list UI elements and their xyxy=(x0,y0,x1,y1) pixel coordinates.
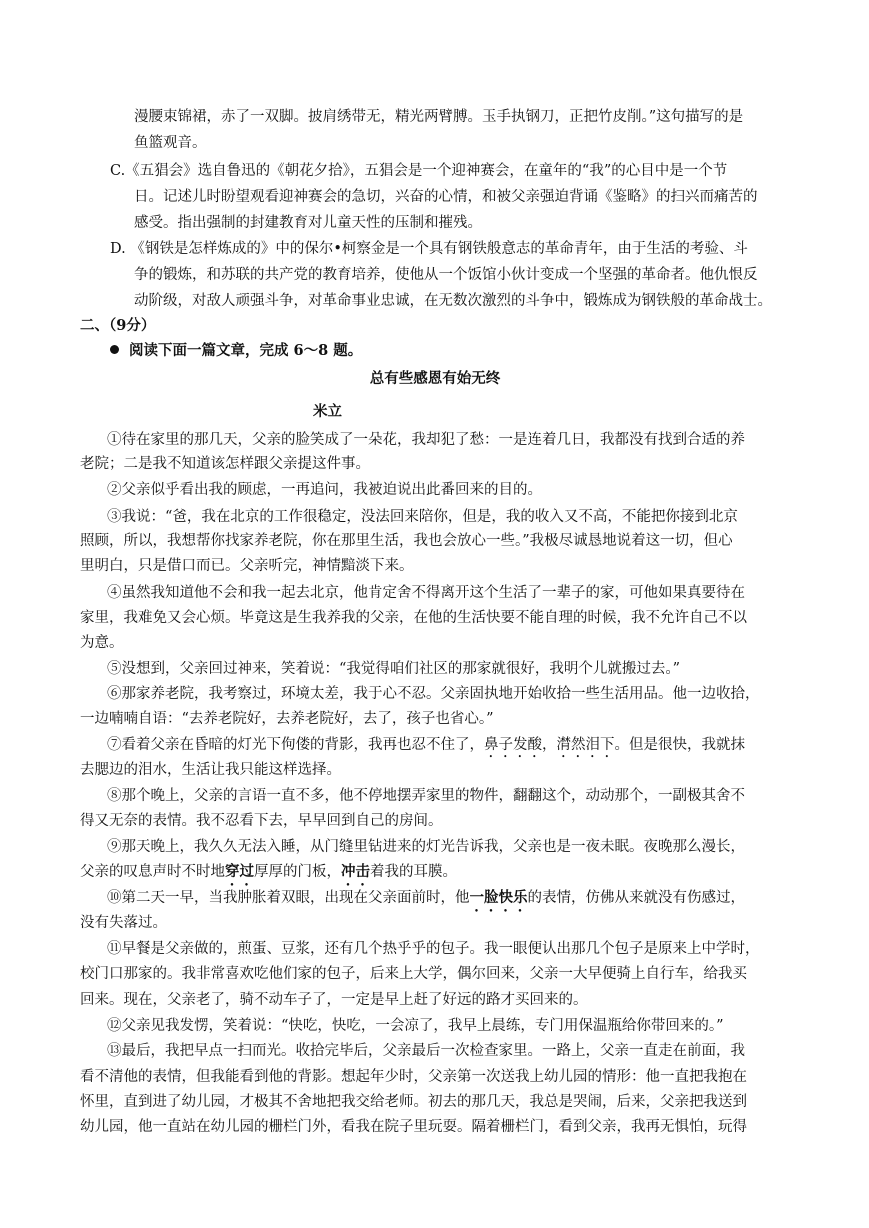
para-line: ③我说：“爸，我在北京的工作很稳定，没法回来陪你，但是，我的收入又不高，不能把你接到北京 xyxy=(107,509,738,525)
para-line: ①待在家里的那几天，父亲的脸笑成了一朵花，我却犯了愁：一是连着几日，我都没有找到合适的养 xyxy=(107,432,745,448)
article-author: 米立 xyxy=(313,403,342,420)
para-line: 去腮边的泪水，生活让我只能这样选择。 xyxy=(80,762,341,778)
emphasized-word: 穿过 xyxy=(225,863,254,880)
para-line: ⑨那天晚上，我久久无法入睡，从门缝里钻进来的灯光告诉我，父亲也是一夜未眠。夜晚那么漫长， xyxy=(107,839,745,855)
text-run: ⑦看着父亲在昏暗的灯光下佝偻的背影，我再也忍不住了， xyxy=(107,737,484,753)
para-line: 老院；二是我不知道该怎样跟父亲提这件事。 xyxy=(80,456,370,472)
para-line: 家里，我难免又会心烦。毕竟这是生我养我的父亲，在他的生活快要不能自理的时候，我不允许自己不以 xyxy=(80,610,747,626)
option-d-line-3: 动阶级，对敌人顽强斗争，对革命事业忠诚，在无数次激烈的斗争中，锻炼成为钢铁般的革命战士。 xyxy=(134,293,772,309)
option-b-line-2: 鱼篮观音。 xyxy=(134,135,207,151)
option-c-line-2: 日。记述儿时盼望观看迎神赛会的急切，兴奋的心情，和被父亲强迫背诵《鉴略》的扫兴而痛苦的 xyxy=(134,189,758,205)
instruction-text: 阅读下面一篇文章，完成 6～8 题。 xyxy=(129,342,363,359)
section-instruction xyxy=(110,338,820,364)
text-run: 父亲的叹息声时不时地 xyxy=(80,864,225,880)
option-c-line-3: 感受。指出强制的封建教育对儿童天性的压制和摧残。 xyxy=(134,215,482,231)
para-line: ⑤没想到，父亲回过神来，笑着说：“我觉得咱们社区的那家就很好，我明个儿就搬过去。” xyxy=(107,661,681,677)
para-line: 幼儿园，他一直站在幼儿园的栅栏门外，看我在院子里玩耍。隔着栅栏门，看到父亲，我再无惧怕，玩得 xyxy=(80,1119,747,1135)
para-line: 没有失落过。 xyxy=(80,915,167,931)
article-title: 总有些感恩有始无终 xyxy=(369,370,501,387)
text-run: 厚厚的门板， xyxy=(254,864,341,880)
para-line: 照顾，所以，我想帮你找家养老院，你在那里生活，我也会放心一些。”我极尽诚恳地说着这一切，但心 xyxy=(80,533,733,549)
emphasized-word: 冲击 xyxy=(341,863,370,880)
para-line: ⑪早餐是父亲做的，煎蛋、豆浆，还有几个热乎乎的包子。我一眼便认出那几个包子是原来上中学时， xyxy=(107,941,760,957)
text-run: ⑩第二天一早，当我肿胀着双眼，出现在父亲面前时，他 xyxy=(107,890,470,906)
text-run: 的表情，仿佛从来就没有伤感过， xyxy=(527,890,745,906)
text-run: 。但是很快，我就抹 xyxy=(614,737,745,753)
para-line: ④虽然我知道他不会和我一起去北京，他肯定舍不得离开这个生活了一辈子的家，可他如果真要待在 xyxy=(107,585,745,601)
option-b-line-1: 漫腰束锦裙，赤了一双脚。披肩绣带无，精光两臂膊。玉手执钢刀，正把竹皮削。”这句描写的是 xyxy=(134,109,744,125)
para-line: 为意。 xyxy=(80,635,124,651)
emphasized-phrase: 一脸快乐 xyxy=(469,889,528,906)
para-line: 回来。现在，父亲老了，骑不动车子了，一定是早上赶了好远的路才买回来的。 xyxy=(80,992,588,1008)
emphasized-phrase: 鼻子发酸，潸然泪下 xyxy=(484,737,615,753)
para-line: 一边喃喃自语：“去养老院好，去养老院好，去了，孩子也省心。” xyxy=(80,711,494,727)
para-line: ⑧那个晚上，父亲的言语一直不多，他不停地摆弄家里的物件，翻翻这个，动动那个，一副极其舍不 xyxy=(107,788,745,804)
option-d-line-1: D. 《钢铁是怎样炼成的》中的保尔•柯察金是一个具有钢铁般意志的革命青年，由于生活的考验、斗 xyxy=(110,241,748,257)
section-heading: 二、（9分） xyxy=(80,317,156,334)
para-line: ⑥那家养老院，我考察过，环境太差，我于心不忍。父亲固执地开始收拾一些生活用品。他一边收拾， xyxy=(107,686,760,702)
para-line: 里明白，只是借口而已。父亲听完，神情黯淡下来。 xyxy=(80,558,414,574)
para-line: 得又无奈的表情。我不忍看下去，早早回到自己的房间。 xyxy=(80,813,443,829)
para-line: 怀里，直到进了幼儿园，才极其不舍地把我交给老师。初去的那几天，我总是哭闹，后来，父亲把我送到 xyxy=(80,1094,747,1110)
text-run: 着我的耳膜。 xyxy=(370,864,457,880)
para-line: ②父亲似乎看出我的顾虑，一再追问，我被迫说出此番回来的目的。 xyxy=(107,482,542,498)
option-d-line-2: 争的锻炼，和苏联的共产党的教育培养，使他从一个饭馆小伙计变成一个坚强的革命者。他仇恨反 xyxy=(134,267,758,283)
para-line: 校门口那家的。我非常喜欢吃他们家的包子，后来上大学，偶尔回来，父亲一大早便骑上自行车，给我买 xyxy=(80,966,747,982)
para-line: ⑫父亲见我发愣，笑着说：“快吃，快吃，一会凉了，我早上晨练，专门用保温瓶给你带回来的。” xyxy=(107,1018,724,1034)
para-line: ⑬最后，我把早点一扫而光。收拾完毕后，父亲最后一次检查家里。一路上，父亲一直走在前面，我 xyxy=(107,1043,745,1059)
para-line: 看不清他的表情，但我能看到他的背影。想起年少时，父亲第一次送我上幼儿园的情形：他一直把我抱在 xyxy=(80,1069,747,1085)
bullet-icon xyxy=(110,345,119,354)
option-c-line-1: C.《五猖会》选自鲁迅的《朝花夕拾》，五猖会是一个迎神赛会，在童年的“我”的心目中是一个节 xyxy=(110,163,728,179)
